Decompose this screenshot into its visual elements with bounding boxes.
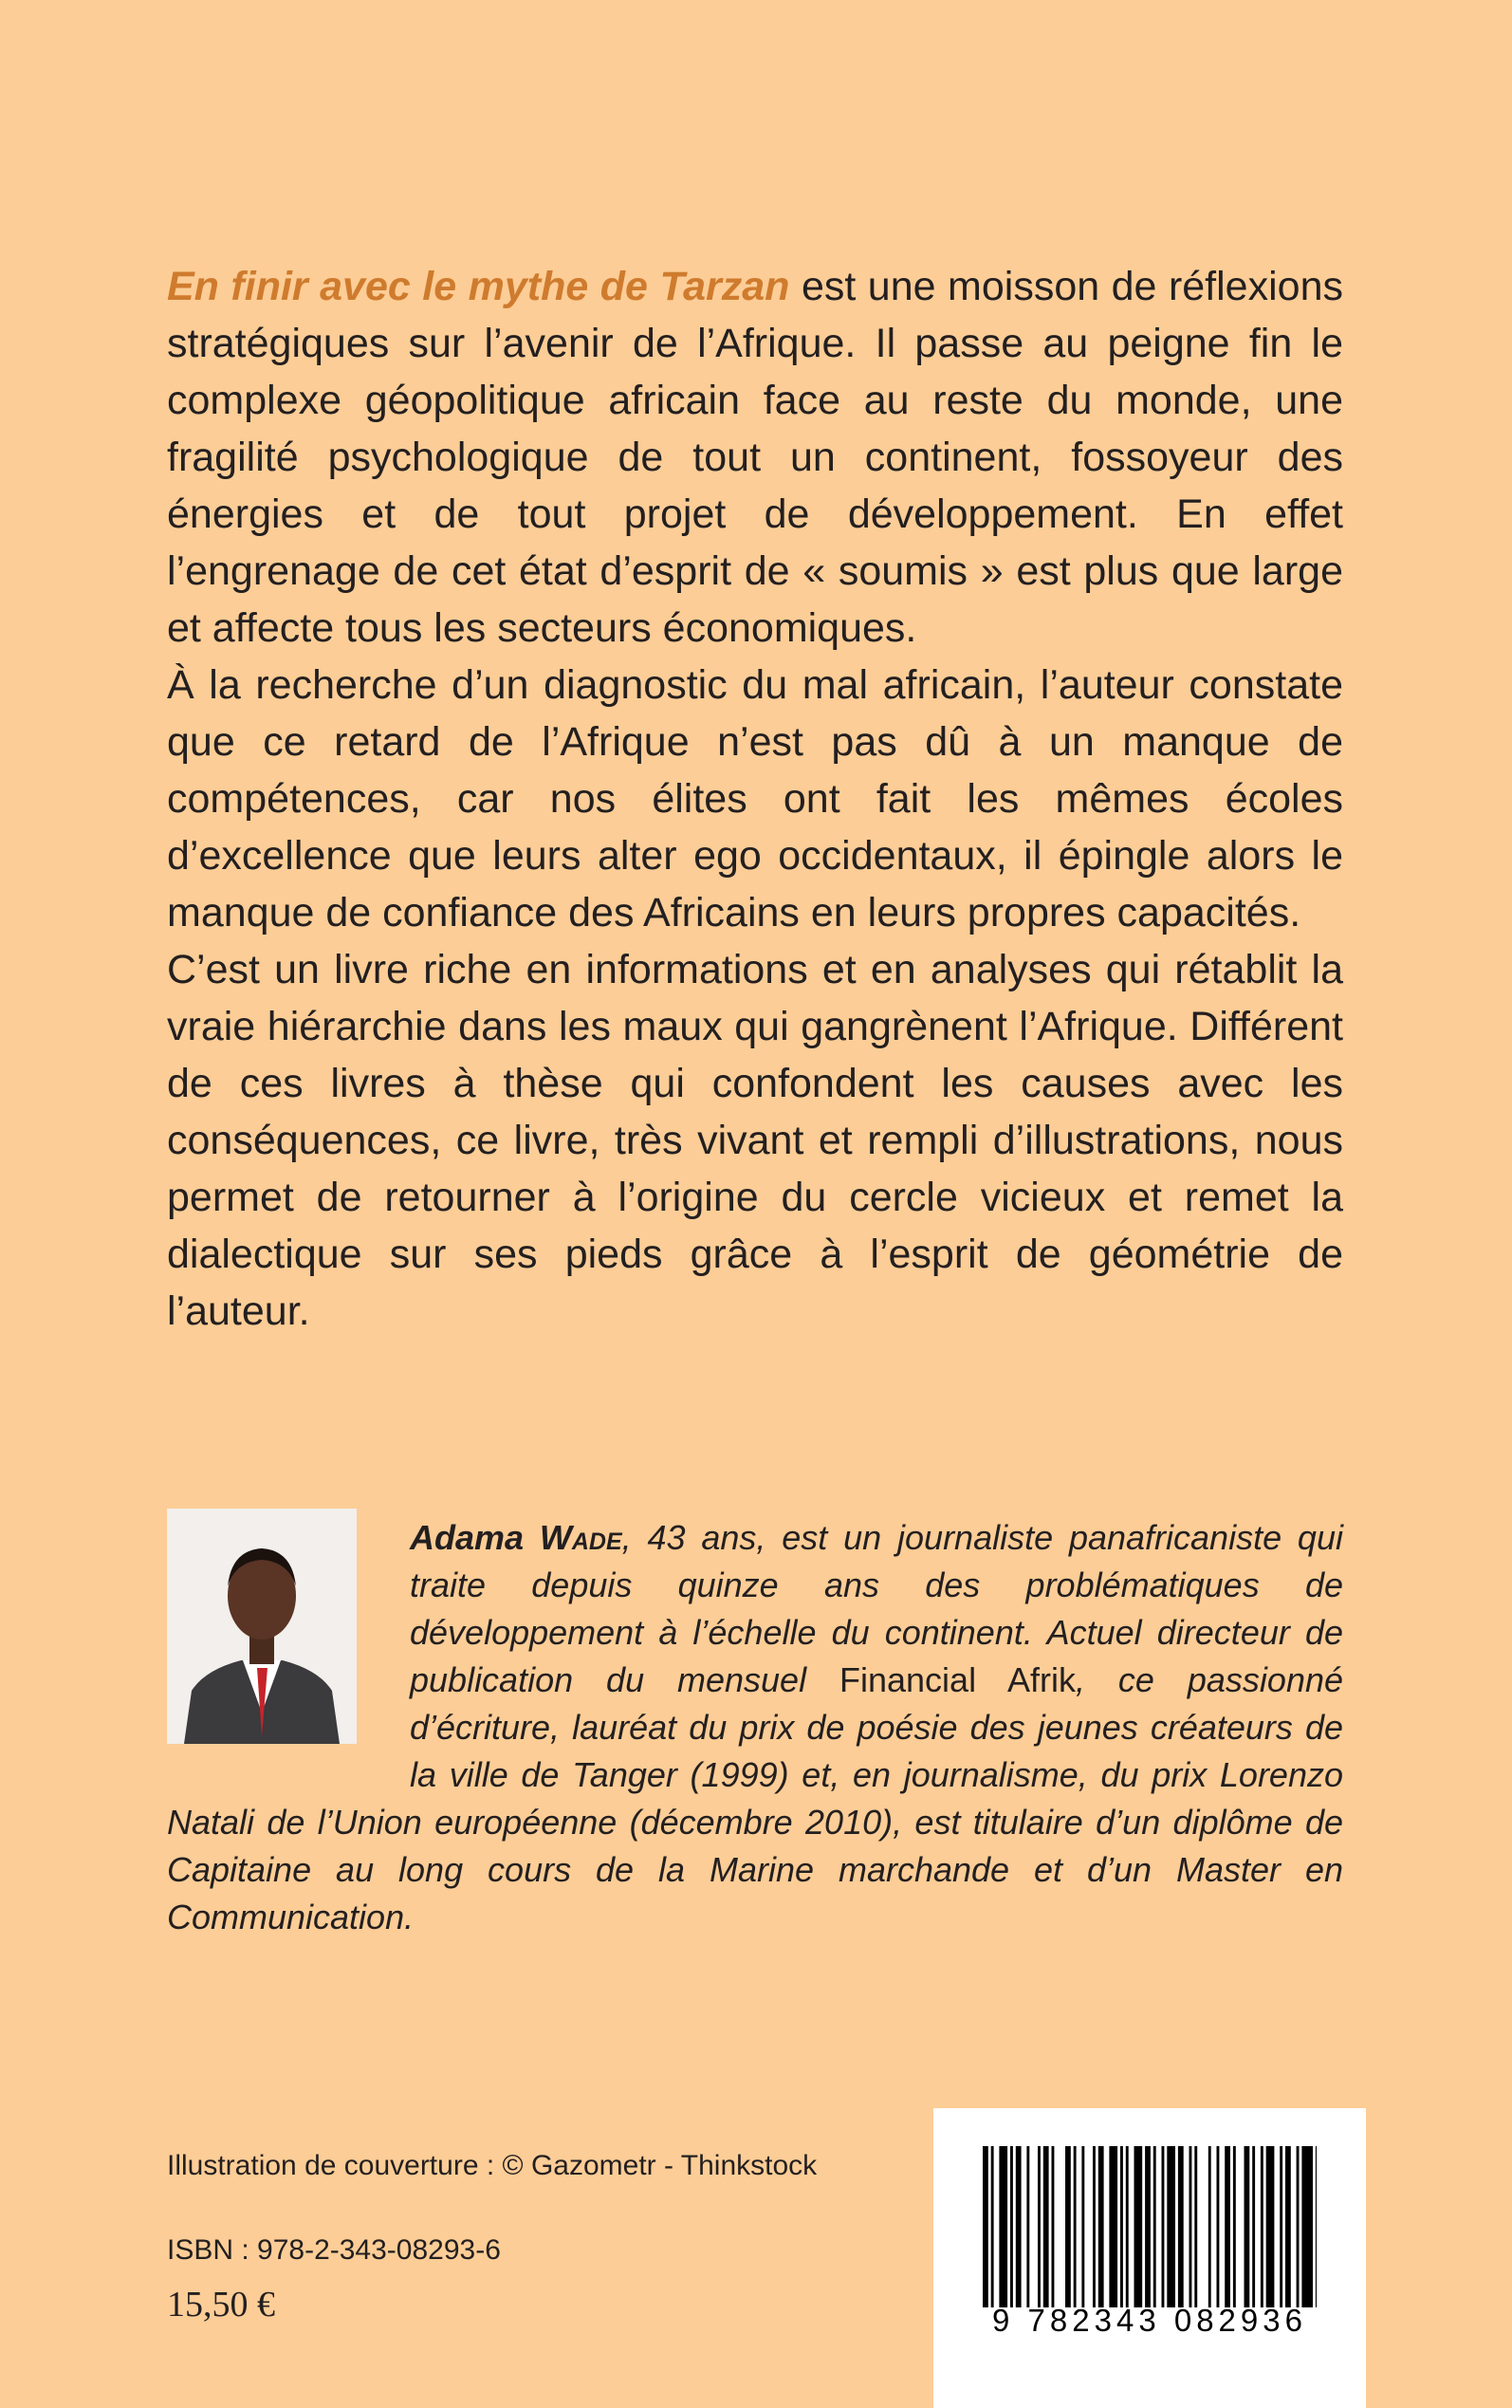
barcode-bar (1301, 2146, 1313, 2307)
barcode-bar (1252, 2146, 1255, 2307)
barcode-bar (1038, 2146, 1041, 2307)
barcode-bar (1109, 2146, 1117, 2307)
blurb-paragraph-3: C’est un livre riche en informations et en analyses qui rétablit la vraie hiérarchie dans les maux qui gangrènent l’Afrique. Différent de ces livres à thèse qui confondent les causes avec les conséquences, ce livre, très vivant et rempli d’illustrations, nous permet de retourner à l’origine du cercle vicieux et remet la dialectique sur ses pieds grâce à l’esprit de géométrie de l’auteur. (167, 947, 1343, 1334)
isbn: ISBN : 978-2-343-08293-6 (167, 2234, 501, 2266)
barcode-bar (1194, 2146, 1197, 2307)
barcode-bar (1074, 2146, 1077, 2307)
barcode-bar (1189, 2146, 1192, 2307)
blurb-paragraph-1-text: est une moisson de réflexions stratégiques sur l’avenir de l’Afrique. Il passe au peigne fin le complexe géopolitique africain face au reste du monde, une fragilité psychologique de tout un continent, fossoyeur des énergies et de tout projet de développement. En effet l’engrenage de cet état d’esprit de « soumis » est plus que large et affecte tous les secteurs économiques. (167, 264, 1343, 651)
bio-text-a: , 43 ans, est un journaliste panafricaniste qui traite depuis quinze ans des problématiques de développement à l’échelle du continent. Actuel directeur de publication du mensuel (410, 1518, 1343, 1699)
author-name (410, 1518, 622, 1557)
barcode-bar (1153, 2146, 1156, 2307)
barcode-bar (991, 2146, 994, 2307)
barcode-bar (1285, 2146, 1291, 2307)
barcode-icon (983, 2146, 1317, 2307)
barcode-bar (1120, 2146, 1123, 2307)
bio-text-b: , ce passionné d’écriture, lauréat du prix de poésie des jeunes créateurs de la ville de Tanger (1999) et, en journalisme, du prix Lorenzo Natali de l’Union européenne (décembre 2010), est titulaire d’un diplôme de Capitaine au long cours de la Marine marchande et d’un Master en Communication. (167, 1660, 1344, 1936)
barcode-bar (999, 2146, 1007, 2307)
price: 15,50 € (167, 2285, 275, 2325)
cover-illustration-credit: Illustration de couverture : © Gazometr - Thinkstock (167, 2150, 818, 2181)
author-bio (167, 1514, 1343, 1941)
book-title: En finir avec le mythe de Tarzan (167, 264, 790, 309)
barcode-bar (1098, 2146, 1104, 2307)
barcode-bar (1126, 2146, 1129, 2307)
barcode-bar (1233, 2146, 1236, 2307)
blurb-paragraph-2: À la recherche d’un diagnostic du mal africain, l’auteur constate que ce retard de l’Afrique n’est pas dû à un manque de compétences, car nos élites ont fait les mêmes écoles d’excellence que leurs alter ego occidentaux, il épingle alors le manque de confiance des Africains en leurs propres capacités. (167, 662, 1343, 935)
barcode-bar (1217, 2146, 1220, 2307)
barcode-bar (1208, 2146, 1211, 2307)
barcode-bar (1052, 2146, 1055, 2307)
barcode-bar (1316, 2146, 1317, 2307)
barcode-bar (1026, 2146, 1029, 2307)
barcode-bar (1043, 2146, 1049, 2307)
barcode-bar (1010, 2146, 1013, 2307)
barcode-bar (1065, 2146, 1071, 2307)
barcode-bar (1261, 2146, 1263, 2307)
author-last-name: Wade (539, 1518, 622, 1557)
barcode-bar (1266, 2146, 1275, 2307)
barcode-digits: 9 782343 082936 (992, 2303, 1307, 2338)
barcode-bar (1145, 2146, 1151, 2307)
publication-name: Financial Afrik (839, 1660, 1077, 1699)
barcode-bar (1134, 2146, 1143, 2307)
barcode-bar (1162, 2146, 1165, 2307)
barcode-bar (1093, 2146, 1096, 2307)
barcode-bar (1167, 2146, 1175, 2307)
barcode-bar (1297, 2146, 1300, 2307)
barcode-bar (983, 2146, 988, 2307)
barcode-panel (933, 2108, 1366, 2408)
barcode-bar (1178, 2146, 1184, 2307)
barcode-bar (1225, 2146, 1230, 2307)
author-first-name: Adama (410, 1518, 525, 1557)
back-cover-blurb (167, 258, 1343, 1340)
barcode-bar (1016, 2146, 1022, 2307)
barcode-bar (1280, 2146, 1282, 2307)
barcode-bar (1081, 2146, 1084, 2307)
barcode-bar (1245, 2146, 1250, 2307)
blurb-paragraph (167, 258, 1343, 657)
